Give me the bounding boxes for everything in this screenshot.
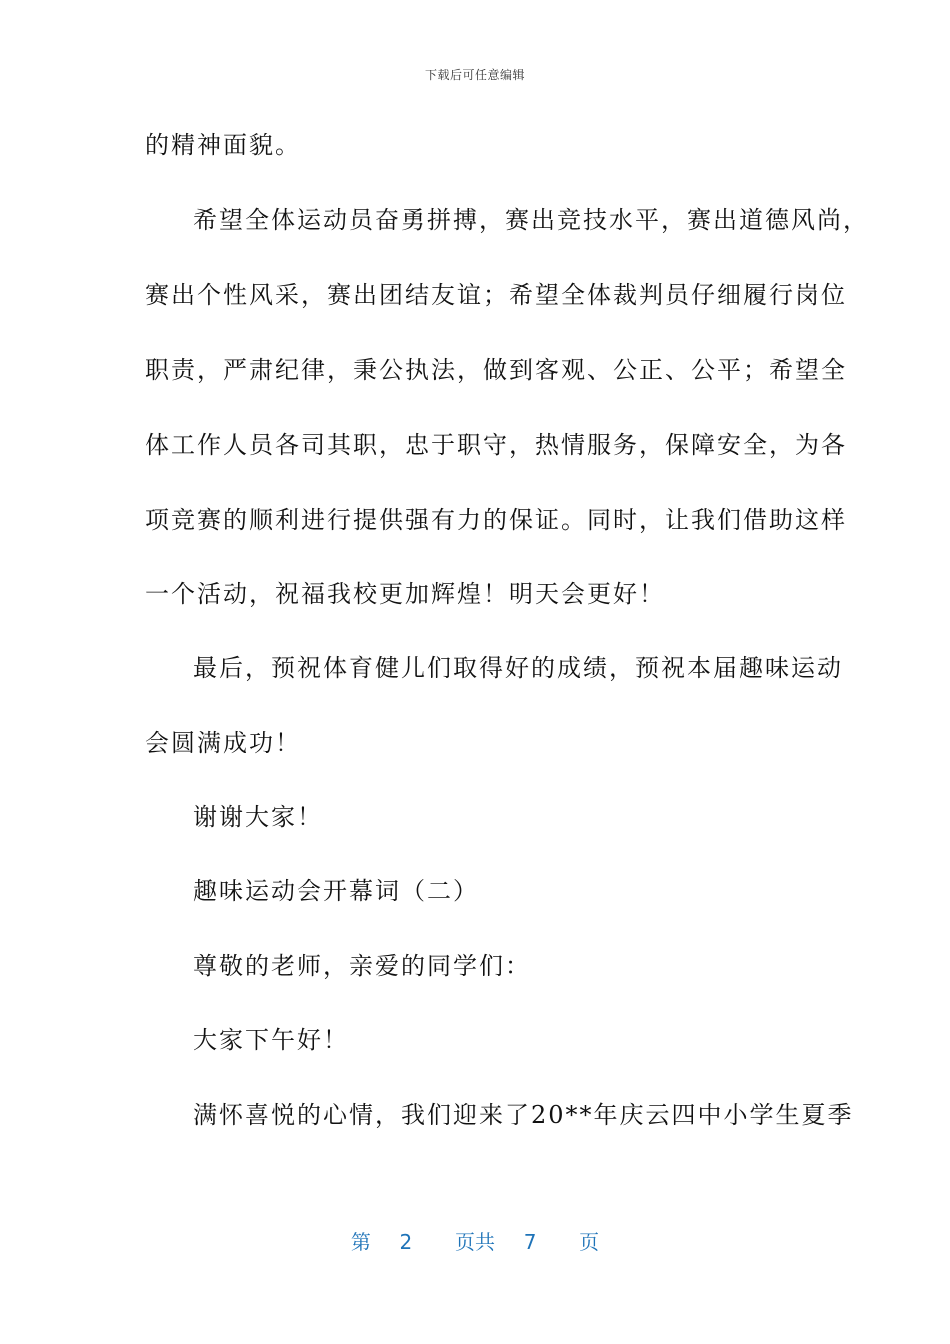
body-line: 项竞赛的顺利进行提供强有力的保证。同时，让我们借助这样 <box>145 506 847 534</box>
body-line: 希望全体运动员奋勇拼搏，赛出竞技水平，赛出道德风尚， <box>193 206 869 234</box>
page-header: 下载后可任意编辑 <box>424 68 525 82</box>
body-line: 职责，严肃纪律，秉公执法，做到客观、公正、公平；希望全 <box>145 356 847 384</box>
body-line: 谢谢大家！ <box>193 803 323 831</box>
body-line: 最后，预祝体育健儿们取得好的成绩，预祝本届趣味运动 <box>193 654 843 682</box>
body-line: 尊敬的老师，亲爱的同学们： <box>193 952 531 980</box>
body-line: 会圆满成功！ <box>145 729 301 757</box>
body-line: 体工作人员各司其职，忠于职守，热情服务，保障安全，为各 <box>145 431 847 459</box>
body-line: 赛出个性风采，赛出团结友谊；希望全体裁判员仔细履行岗位 <box>145 281 847 309</box>
footer-total-prefix: 页共 <box>455 1230 495 1254</box>
footer-page-number: 2 <box>399 1230 413 1254</box>
page-footer <box>0 1226 950 1255</box>
footer-page-prefix: 第 <box>350 1230 371 1254</box>
body-line: 满怀喜悦的心情，我们迎来了20**年庆云四中小学生夏季 <box>193 1101 854 1129</box>
section-title: 趣味运动会开幕词（二） <box>193 877 479 905</box>
body-line: 大家下午好！ <box>193 1026 349 1054</box>
body-line: 的精神面貌。 <box>145 131 301 159</box>
footer-total-pages: 7 <box>523 1230 537 1254</box>
body-line: 一个活动，祝福我校更加辉煌！明天会更好！ <box>145 580 665 608</box>
footer-page-suffix: 页 <box>579 1230 600 1254</box>
